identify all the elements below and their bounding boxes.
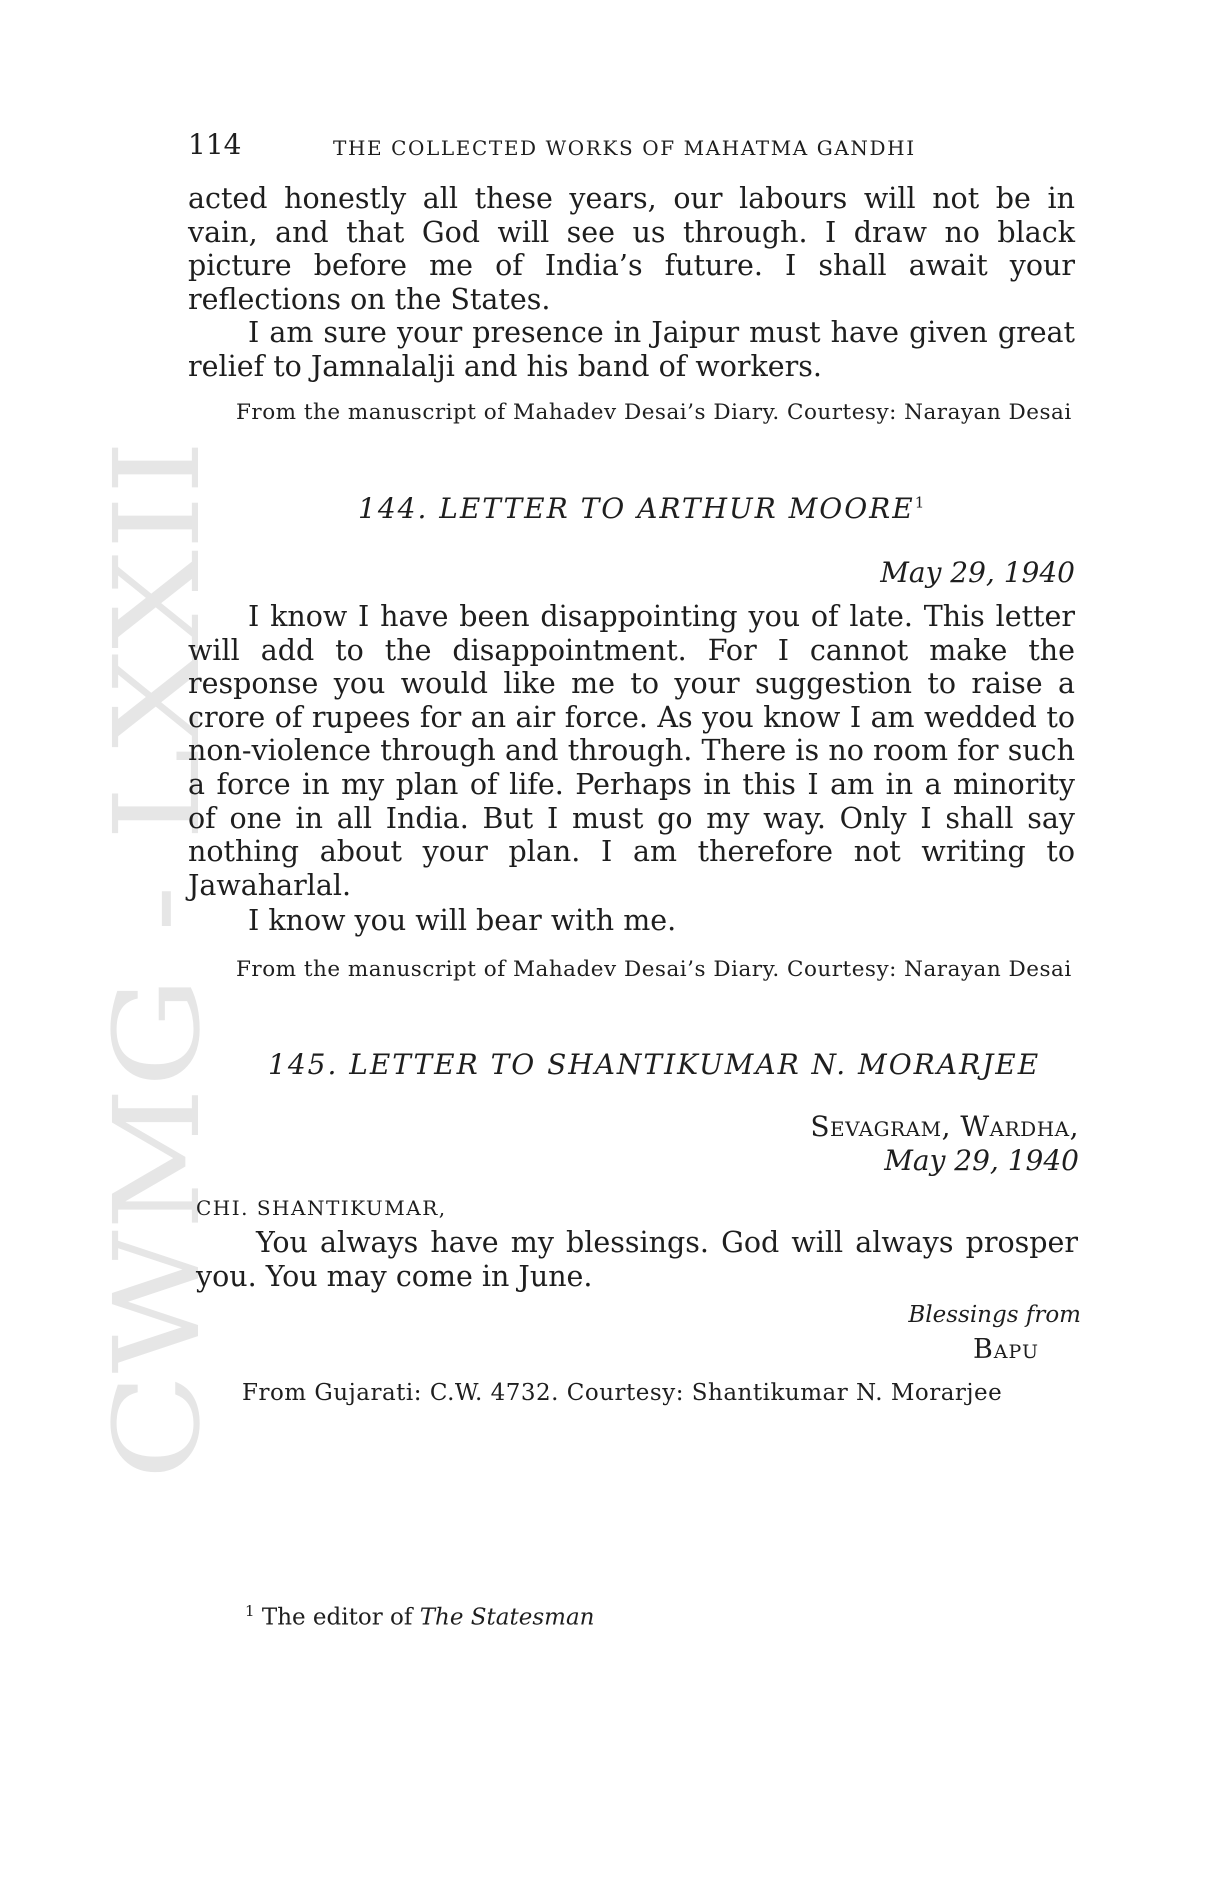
letter-144-source: From the manuscript of Mahadev Desai’s Diary. Courtesy: Narayan Desai bbox=[236, 957, 1072, 982]
footnote-marker: 1 bbox=[245, 1602, 255, 1620]
letter-145-source: From Gujarati: C.W. 4732. Courtesy: Shantikumar N. Morarjee bbox=[242, 1380, 1003, 1406]
letter-144-paragraph-2: I know you will bear with me. bbox=[248, 904, 677, 937]
running-title: THE COLLECTED WORKS OF MAHATMA GANDHI bbox=[333, 136, 916, 160]
footnote-text: The editor of bbox=[261, 1604, 413, 1631]
continuation-paragraph-1: acted honestly all these years, our labours will not be in vain, and that God will see us through. I draw no black picture before me of India’s future. I shall await your reflections on the States. bbox=[188, 182, 1075, 316]
letter-145-closing: Blessings from bbox=[908, 1302, 1081, 1328]
letter-145-place: Sevagram, Wardha, bbox=[810, 1110, 1079, 1143]
footnote-reference: 1 bbox=[914, 493, 927, 512]
watermark-text: CWMG - LXXII bbox=[88, 598, 226, 1480]
page-number: 114 bbox=[188, 128, 242, 161]
letter-144-date: May 29, 1940 bbox=[880, 556, 1075, 589]
letter-145-title: 145. LETTER TO SHANTIKUMAR N. MORARJEE bbox=[268, 1048, 1041, 1081]
letter-145-date: May 29, 1940 bbox=[884, 1144, 1079, 1177]
continuation-source: From the manuscript of Mahadev Desai’s Diary. Courtesy: Narayan Desai bbox=[236, 400, 1072, 425]
letter-144-title-text: 144. LETTER TO ARTHUR MOORE bbox=[358, 492, 915, 525]
footnote bbox=[245, 1602, 594, 1631]
continuation-paragraph-2: I am sure your presence in Jaipur must have given great relief to Jamnalalji and his band of workers. bbox=[188, 316, 1075, 383]
letter-145-salutation: CHI. SHANTIKUMAR, bbox=[196, 1196, 447, 1220]
letter-144-title bbox=[358, 492, 926, 525]
watermark bbox=[88, 440, 226, 1480]
letter-145-signature: Bapu bbox=[972, 1334, 1039, 1365]
footnote-publication: The Statesman bbox=[419, 1604, 595, 1631]
letter-144-paragraph-1: I know I have been disappointing you of late. This letter will add to the disappointment. For I cannot make the response you would like me to your suggestion to raise a crore of rupees for an air force. As you know I am wedded to non-violence through and through. There is no room for such a force in my plan of life. Perhaps in this I am in a minority of one in all India. But I must go my way. Only I shall say nothing about your plan. I am therefore not writing to Jawaharlal. bbox=[188, 600, 1075, 902]
letter-145-paragraph-1: You always have my blessings. God will always prosper you. You may come in June. bbox=[196, 1226, 1078, 1293]
